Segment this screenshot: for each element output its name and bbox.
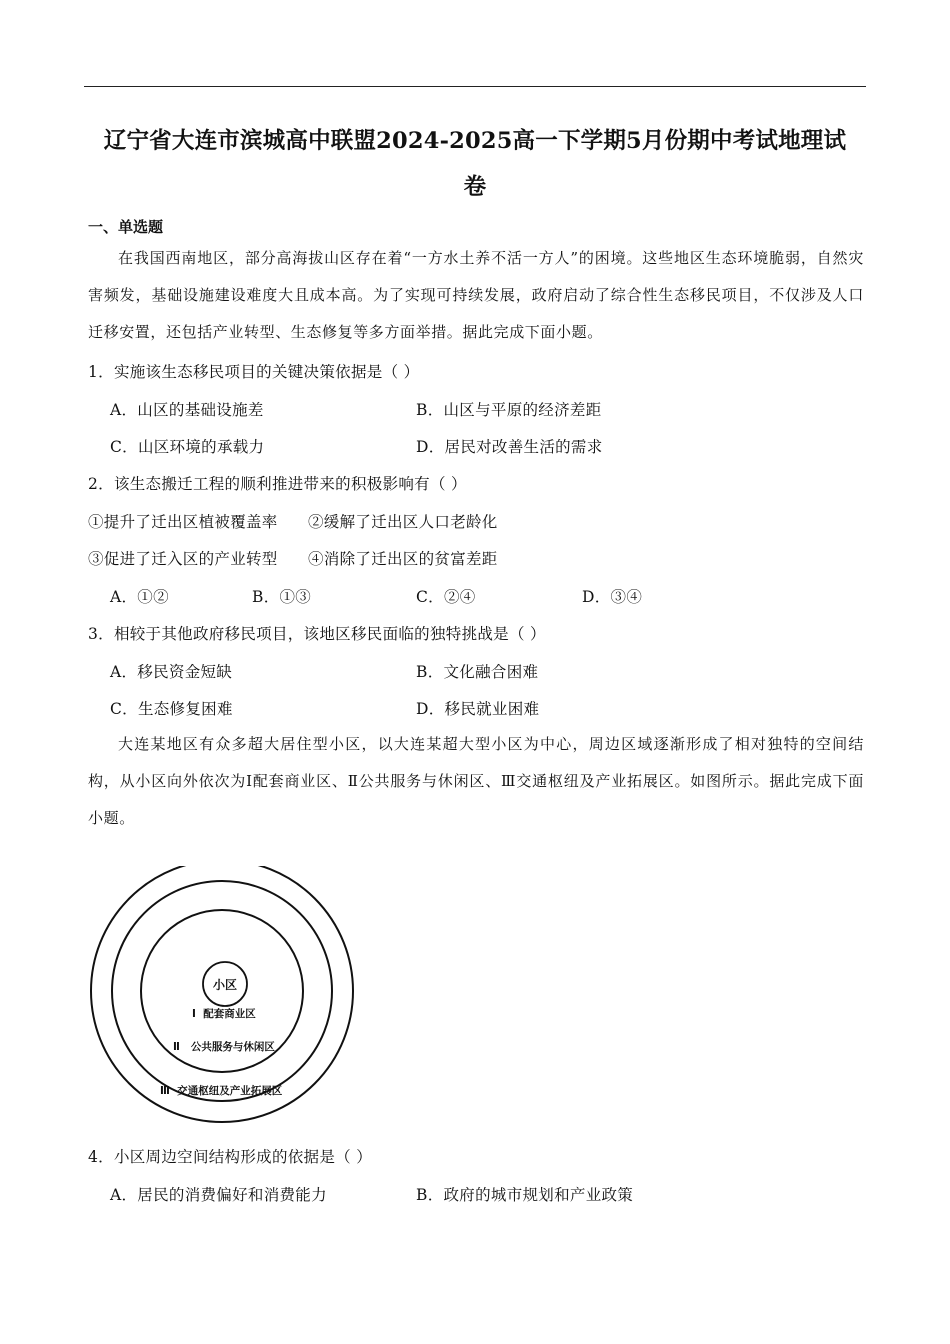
question-2-stem: 2．该生态搬迁工程的顺利推进带来的积极影响有（ ）	[88, 475, 467, 493]
question-2-statement-2: ②缓解了迁出区人口老龄化	[308, 513, 498, 531]
question-1-option-d[interactable]: D．居民对改善生活的需求	[416, 438, 603, 456]
question-4-option-b[interactable]: B．政府的城市规划和产业政策	[416, 1186, 634, 1204]
title-line-1: 辽宁省大连市滨城高中联盟2024-2025高一下学期5月份期中考试地理试	[103, 128, 847, 154]
question-3-option-d[interactable]: D．移民就业困难	[416, 700, 540, 718]
question-3-option-a[interactable]: A．移民资金短缺	[110, 663, 233, 681]
ring-3-label: Ⅲ 交通枢纽及产业拓展区	[160, 1085, 283, 1097]
passage-1: 在我国西南地区，部分高海拔山区存在着“一方水土养不活一方人”的困境。这些地区生态环境脆弱，自然灾害频发，基础设施建设难度大且成本高。为了实现可持续发展，政府启动了综合性生态移民项目，不仅涉及人口迁移安置，还包括产业转型、生态修复等多方面举措。据此完成下面小题。	[88, 249, 864, 341]
question-1-stem: 1．实施该生态移民项目的关键决策依据是（ ）	[88, 363, 420, 381]
question-2-statement-3: ③促进了迁入区的产业转型	[88, 550, 278, 568]
question-2-option-a[interactable]: A．①②	[110, 588, 169, 606]
question-3-stem: 3．相较于其他政府移民项目，该地区移民面临的独特挑战是（ ）	[88, 625, 546, 643]
center-label: 小区	[212, 978, 238, 992]
header-rule	[84, 86, 866, 87]
section-heading: 一、单选题	[88, 218, 164, 236]
question-4-stem: 4．小区周边空间结构形成的依据是（ ）	[88, 1148, 372, 1166]
question-2-statement-1: ①提升了迁出区植被覆盖率	[88, 513, 278, 531]
question-1-option-b[interactable]: B．山区与平原的经济差距	[416, 401, 602, 419]
question-3-option-b[interactable]: B．文化融合困难	[416, 663, 539, 681]
question-4-option-a[interactable]: A．居民的消费偏好和消费能力	[110, 1186, 327, 1204]
question-2-option-c[interactable]: C．②④	[416, 588, 476, 606]
concentric-zone-diagram	[88, 866, 356, 1124]
ring-1-label: Ⅰ 配套商业区	[192, 1008, 256, 1020]
ring-2-label: Ⅱ 公共服务与休闲区	[173, 1041, 275, 1053]
ring-outer	[91, 866, 353, 1122]
question-1-option-c[interactable]: C．山区环境的承载力	[110, 438, 265, 456]
title-line-2: 卷	[463, 174, 487, 200]
page-title	[84, 118, 866, 210]
question-2-option-d[interactable]: D．③④	[582, 588, 643, 606]
question-1-option-a[interactable]: A．山区的基础设施差	[110, 401, 264, 419]
question-2-statement-4: ④消除了迁出区的贫富差距	[308, 550, 498, 568]
question-2-option-b[interactable]: B．①③	[252, 588, 312, 606]
passage-2: 大连某地区有众多超大居住型小区，以大连某超大型小区为中心，周边区域逐渐形成了相对独特的空间结构，从小区向外依次为Ⅰ配套商业区、Ⅱ公共服务与休闲区、Ⅲ交通枢纽及产业拓展区。如图所示。据此完成下面小题。	[88, 735, 864, 827]
question-3-option-c[interactable]: C．生态修复困难	[110, 700, 233, 718]
